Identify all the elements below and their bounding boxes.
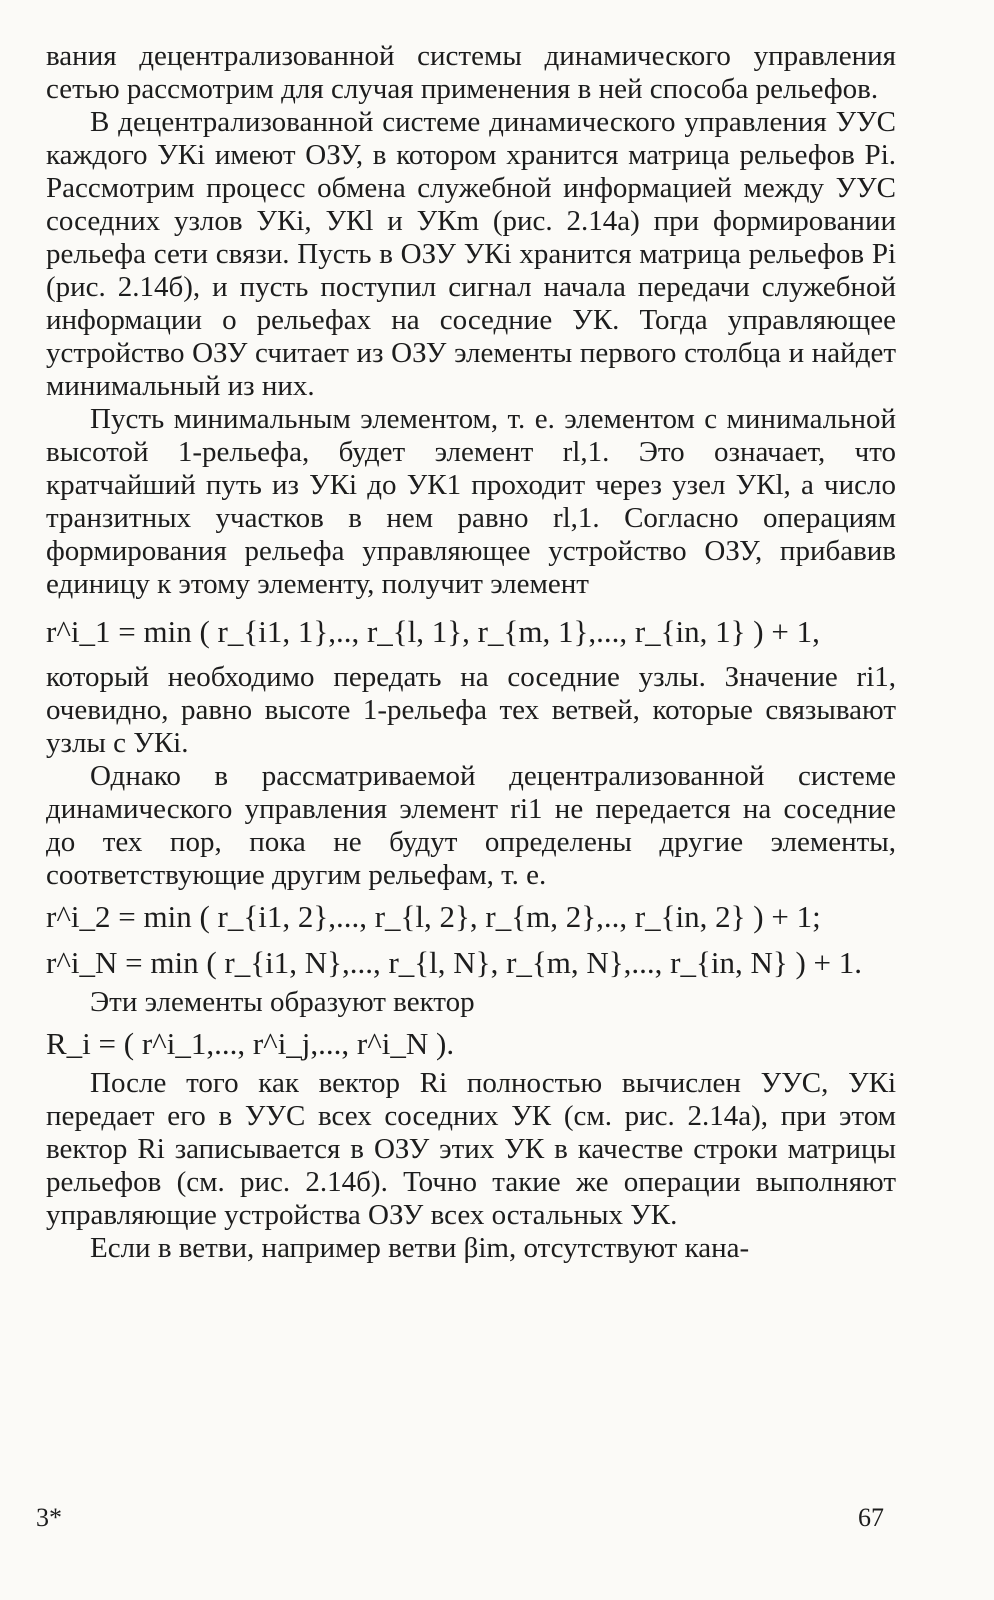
formula-rN: r^i_N = min ( r_{i1, N},..., r_{l, N}, r_{m, N},..., r_{in, N} ) + 1. [46, 945, 863, 980]
paragraph-6: Эти элементы образуют вектор [90, 986, 475, 1018]
paragraph-1: вания децентрализованной системы динамического управления сетью рассмотрим для случая применения в ней способа рельефов. [46, 40, 896, 105]
formula-R: R_i = ( r^i_1,..., r^i_j,..., r^i_N ). [46, 1026, 455, 1061]
paragraph-3: Пусть минимальным элементом, т. е. элементом с минимальной высотой 1-рельефа, будет элемент rl,1. Это означает, что кратчайший путь из УКi до УК1 проходит через узел УКl, а число транзитных участков в нем равно rl,1. Согласно операциям формирования рельефа управляющее устройство ОЗУ, прибавив единицу к этому элементу, получит элемент [46, 403, 896, 600]
paragraph-5: Однако в рассматриваемой децентрализованной системе динамического управления элемент ri1 не передается на соседние до тех пор, пока не будут определены другие элементы, соответствующие другим рельефам, т. е. [46, 760, 896, 891]
paragraph-8: Если в ветви, например ветви βim, отсутствуют кана- [90, 1232, 750, 1264]
formula-r1: r^i_1 = min ( r_{i1, 1},.., r_{l, 1}, r_{m, 1},..., r_{in, 1} ) + 1, [46, 614, 820, 649]
formula-r2: r^i_2 = min ( r_{i1, 2},..., r_{l, 2}, r_{m, 2},.., r_{in, 2} ) + 1; [46, 899, 821, 934]
body-text [46, 40, 896, 1265]
printer-signature: 3* [36, 1503, 62, 1532]
paragraph-7: После того как вектор Ri полностью вычислен УУС, УКi передает его в УУС всех соседних УК (см. рис. 2.14а), при этом вектор Ri записывается в ОЗУ этих УК в качестве строки матрицы рельефов (см. рис. 2.14б). Точно такие же операции выполняют управляющие устройства ОЗУ всех остальных УК. [46, 1067, 896, 1231]
paragraph-2: В децентрализованной системе динамического управления УУС каждого УКi имеют ОЗУ, в котором хранится матрица рельефов Pi. Рассмотрим процесс обмена служебной информацией между УУС соседних узлов УКi, УКl и УКm (рис. 2.14а) при формировании рельефа сети связи. Пусть в ОЗУ УКi хранится матрица рельефов Pi (рис. 2.14б), и пусть поступил сигнал начала передачи служебной информации о рельефах на соседние УК. Тогда управляющее устройство ОЗУ считает из ОЗУ элементы первого столбца и найдет минимальный из них. [46, 106, 896, 402]
page-number: 67 [858, 1503, 884, 1532]
paragraph-4: который необходимо передать на соседние узлы. Значение ri1, очевидно, равно высоте 1-рельефа тех ветвей, которые связывают узлы с УКi. [46, 661, 896, 759]
